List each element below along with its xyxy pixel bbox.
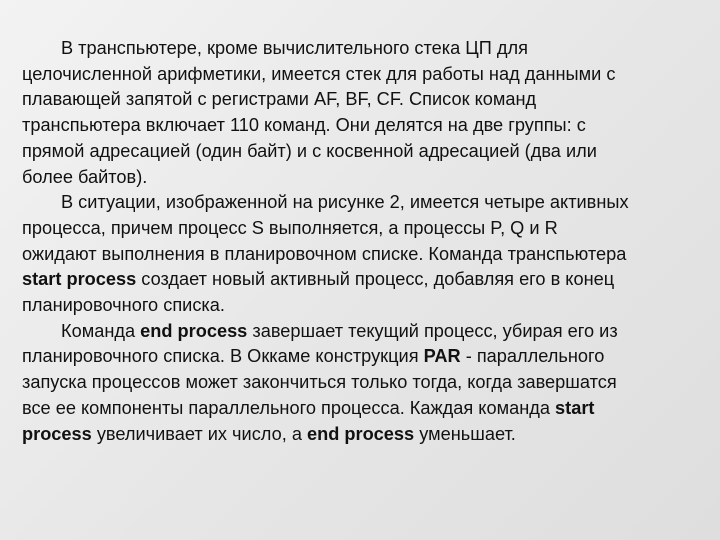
paragraph-3-text: увеличивает их число, а — [91, 423, 307, 444]
paragraph-2-line: процесса, причем процесс S выполняется, а процессы P, Q и R — [22, 217, 558, 238]
paragraph-2-line — [22, 267, 700, 293]
paragraph-1-line: прямой адресацией (один байт) и с косвенной адресацией (два или — [22, 140, 597, 161]
paragraph-3-line — [22, 319, 700, 345]
paragraph-2-line: В ситуации, изображенной на рисунке 2, имеется четыре активных — [61, 192, 629, 213]
paragraph-3-line: запуска процессов может закончиться только тогда, когда завершатся — [22, 372, 617, 393]
paragraph-3-line — [22, 422, 700, 448]
paragraph-3-text: завершает текущий процесс, убирая его из — [247, 320, 618, 341]
keyword-end-process: end process — [140, 320, 248, 341]
paragraph-1-line: плавающей запятой с регистрами AF, BF, CF. Список команд — [22, 89, 537, 110]
keyword-start: start — [555, 397, 595, 418]
paragraph-2-line: ожидают выполнения в планировочном списке. Команда транспьютера — [22, 243, 627, 264]
paragraph-3-text: - параллельного — [460, 346, 605, 367]
keyword-par: PAR — [423, 346, 461, 367]
paragraph-3-line — [22, 396, 700, 422]
paragraph-1-line: транспьютера включает 110 команд. Они делятся на две группы: с — [22, 115, 586, 136]
paragraph-1-line: более байтов). — [22, 166, 148, 187]
text-body — [22, 36, 700, 447]
paragraph-3-text: Команда — [61, 320, 141, 341]
paragraph-3-text: планировочного списка. В Оккаме конструкция — [22, 346, 424, 367]
keyword-process: process — [22, 423, 92, 444]
paragraph-1-line: целочисленной арифметики, имеется стек для работы над данными с — [22, 63, 616, 84]
paragraph-3-text: все ее компоненты параллельного процесса. Каждая команда — [22, 397, 556, 418]
keyword-end-process: end process — [307, 423, 415, 444]
keyword-start-process: start process — [22, 269, 137, 290]
paragraph-3-text: уменьшает. — [414, 423, 516, 444]
paragraph-3-line — [22, 344, 700, 370]
paragraph-2-line: планировочного списка. — [22, 295, 225, 316]
paragraph-1-line: В транспьютере, кроме вычислительного стека ЦП для — [61, 38, 528, 58]
paragraph-2-text: создает новый активный процесс, добавляя его в конец — [136, 269, 615, 290]
